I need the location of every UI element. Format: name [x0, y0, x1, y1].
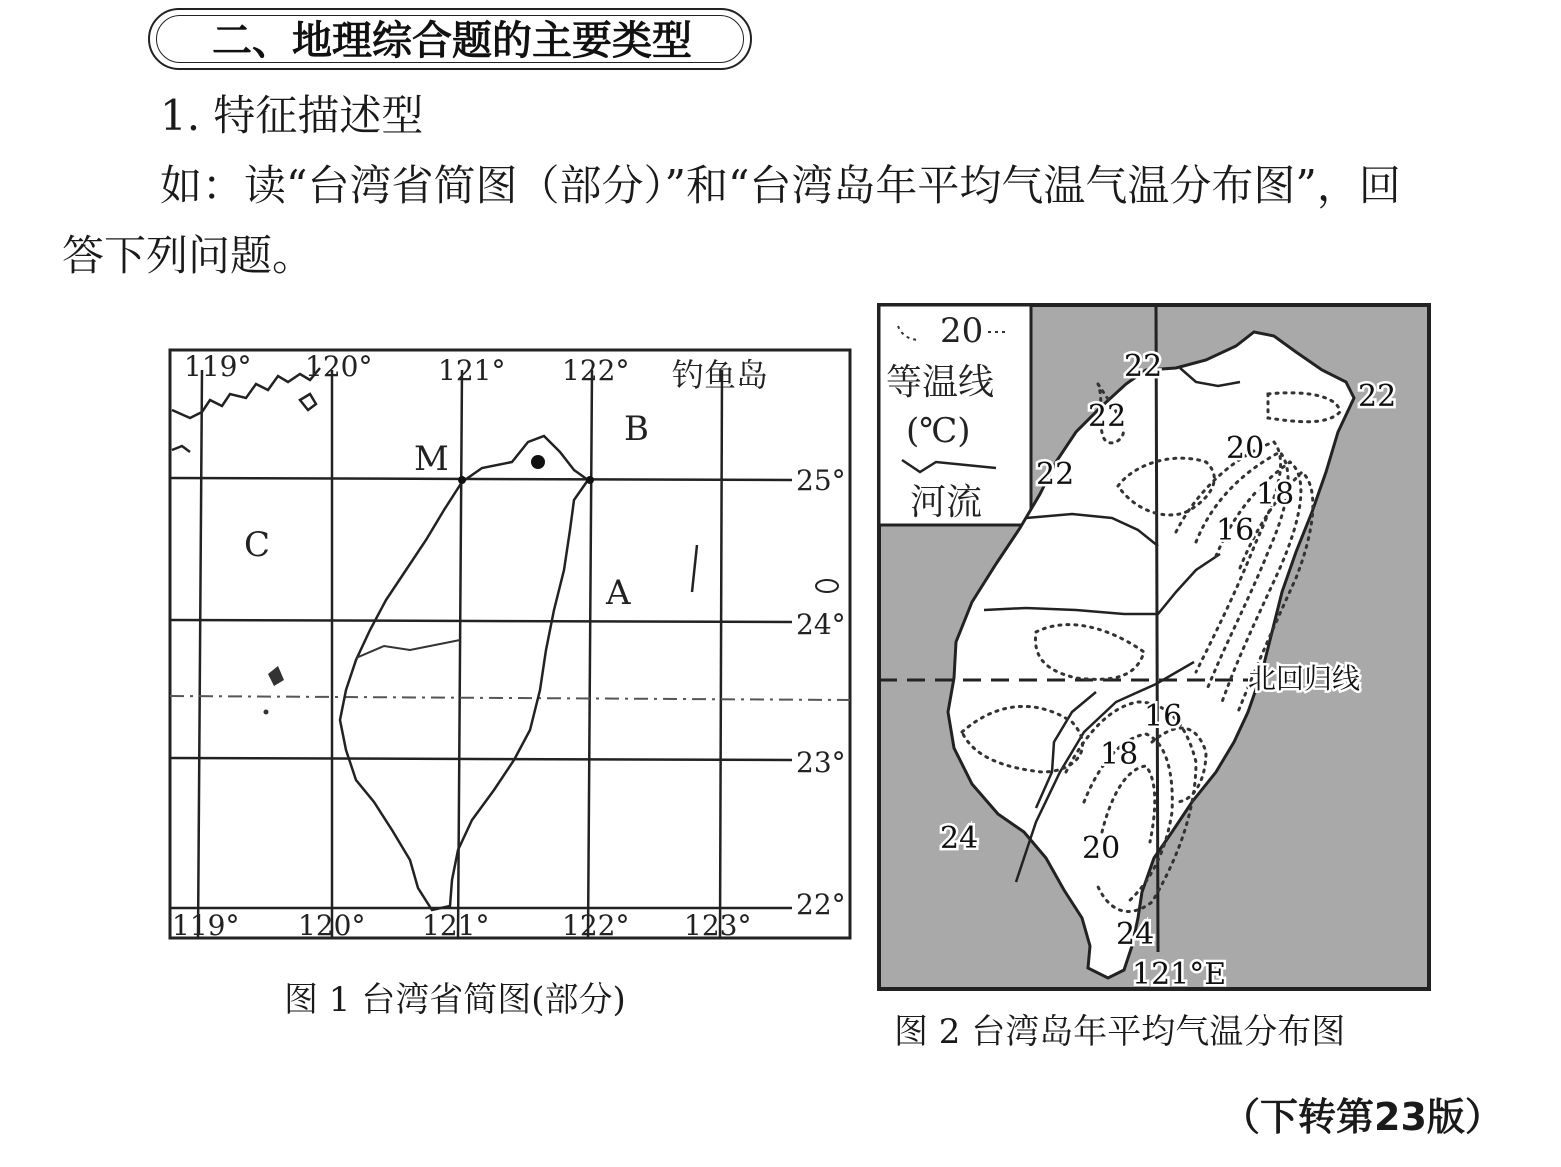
map1-bottom-lon-119: 119° [172, 909, 240, 942]
map1-top-lon-122: 122° [562, 354, 630, 387]
map2-isotherm-22-a: 22 [1124, 349, 1163, 384]
map2-isotherm-20-b: 20 [1082, 831, 1121, 866]
page-turn-note: （下转第23版） [1222, 1095, 1503, 1139]
map2-isotherm-22-d: 22 [1358, 379, 1397, 414]
question-line-1: 如：读“台湾省简图（部分）”和“台湾岛年平均气温气温分布图”，回 [160, 161, 1401, 210]
map2-meridian-121e [1156, 305, 1158, 952]
map1-taiwan-sketch [160, 340, 860, 950]
map1-point-m: M [414, 439, 449, 479]
map1-lat-22: 22° [796, 888, 846, 921]
map2-isotherm-22-b: 22 [1088, 399, 1127, 434]
map1-lat-25: 25° [796, 464, 846, 497]
map1-point-m-marker [458, 476, 466, 484]
map1-bottom-lon-122: 122° [562, 909, 630, 942]
map2-tropic-label: 北回归线 [1248, 662, 1361, 695]
map2-temperature-map [876, 302, 1436, 992]
map2-isotherm-24-a: 24 [940, 821, 979, 856]
map1-bottom-lon-120: 120° [298, 909, 366, 942]
map2-legend-isotherm-label: 等温线 [886, 362, 995, 403]
subsection-title: 1. 特征描述型 [160, 91, 424, 140]
map2-meridian-label: 121°E [1132, 957, 1227, 992]
map2-legend-river-label: 河流 [910, 482, 983, 523]
section-heading [148, 8, 752, 70]
map1-point-b-marker [586, 476, 594, 484]
map1-top-lon-121: 121° [438, 354, 506, 387]
map1-top-lon-120: 120° [305, 350, 373, 383]
map1-point-a: A [606, 573, 631, 613]
map1-lat-24: 24° [796, 608, 846, 641]
map2-isotherm-20-a: 20 [1226, 431, 1265, 466]
map2-isotherm-16-a: 16 [1216, 513, 1255, 548]
map1-lat-23: 23° [796, 746, 846, 779]
map2-isotherm-24-b: 24 [1116, 917, 1155, 952]
section-title: 二、地理综合题的主要类型 [212, 18, 692, 64]
map2-legend-isotherm-value: 20 [940, 311, 984, 351]
map1-point-b: B [624, 409, 649, 449]
map2-isotherm-18-a: 18 [1256, 477, 1295, 512]
map1-point-c: C [244, 525, 271, 565]
map2-caption: 图 2 台湾岛年平均气温分布图 [894, 1012, 1346, 1052]
map2-isotherm-18-b: 18 [1100, 737, 1139, 772]
map2-isotherm-16-b: 16 [1144, 699, 1183, 734]
map1-caption: 图 1 台湾省简图(部分) [284, 980, 626, 1020]
map1-frame [170, 350, 850, 938]
map2-legend-unit: (℃) [906, 411, 971, 451]
map1-city-dot [531, 455, 545, 469]
question-line-2: 答下列问题。 [62, 231, 315, 280]
map1-diaoyu-label: 钓鱼岛 [672, 356, 769, 394]
map1-bottom-lon-121: 121° [422, 909, 490, 942]
map1-top-lon-119: 119° [184, 350, 252, 383]
map1-bottom-lon-123: 123° [684, 909, 752, 942]
map2-isotherm-22-c: 22 [1036, 457, 1075, 492]
